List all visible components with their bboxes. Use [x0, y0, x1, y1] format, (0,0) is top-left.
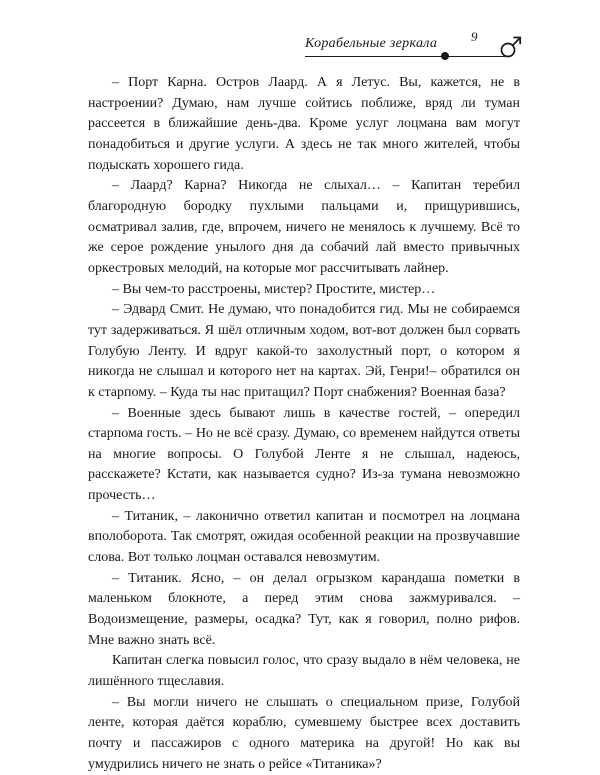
paragraph: – Военные здесь бывают лишь в качестве гостей, – опередил старпома гость. – Но не всё сразу. Думаю, со временем найдутся ответы на многие вопросы. О Голубой Ленте я не слышал, надеюсь, расскажете? Кстати, как называется судно? Из-за тумана невозможно прочесть…	[88, 405, 520, 504]
male-symbol-icon	[499, 34, 523, 60]
paragraph: Капитан слегка повысил голос, что сразу выдало в нём человека, не лишённого тщеславия.	[88, 653, 520, 690]
page-number: 9	[471, 29, 478, 44]
paragraph: – Порт Карна. Остров Лаард. А я Летус. Вы, кажется, не в настроении? Думаю, нам лучше сойтись поближе, вряд ли туман рассеется в ближайшие день-два. Кроме услуг лоцмана вам могут понадобиться и другие услуги. А здесь не так много жителей, чтобы подыскать хорошего гида.	[88, 75, 520, 173]
body-text	[88, 73, 520, 775]
header-rule	[305, 56, 510, 57]
paragraph: – Вы чем-то расстроены, мистер? Простите, мистер…	[112, 281, 436, 297]
paragraph: – Лаард? Карна? Никогда не слыхал… – Капитан теребил благородную бородку пухлыми пальцами и, прищурившись, осматривал залив, где, впрочем, ничего не менялось к лучшему. Всё то же серое рождение унылого дня да собачий лай вместо привычных оркестровых мелодий, на которые мог рассчитывать лайнер.	[88, 178, 520, 276]
paragraph: – Титаник, – лаконично ответил капитан и посмотрел на лоцмана вполоборота. Так смотрят, ожидая особенной реакции на прозвучавшие слова. Вот только лоцман оставался невозмутим.	[88, 508, 520, 566]
header-title: Корабельные зеркала	[305, 36, 438, 51]
running-header	[305, 28, 535, 58]
paragraph: – Эдвард Смит. Не думаю, что понадобится гид. Мы не собираемся тут задерживаться. Я шёл отличным ходом, вот-вот должен был сорвать Голубую Ленту. И вдруг какой-то захолустный порт, о котором я никогда не слышал и которого нет на картах. Эй, Генри!– обратился он к старпому. – Куда ты нас притащил? Порт снабжения? Военная база?	[88, 302, 520, 400]
paragraph: – Титаник. Ясно, – он делал огрызком карандаша пометки в маленьком блокноте, а перед этим снова зажмуривался. – Водоизмещение, размеры, осадка? Тут, как я говорил, полно рифов. Мне важно знать всё.	[88, 570, 520, 648]
paragraph: – Вы могли ничего не слышать о специальном призе, Голубой ленте, которая даётся кораблю, сумевшему быстрее всех доставить почту и пассажиров с одного материка на другой! Но как вы умудрились ничего не знать о рейсе «Титаника»?	[88, 694, 520, 772]
header-dot-ornament	[441, 52, 449, 60]
